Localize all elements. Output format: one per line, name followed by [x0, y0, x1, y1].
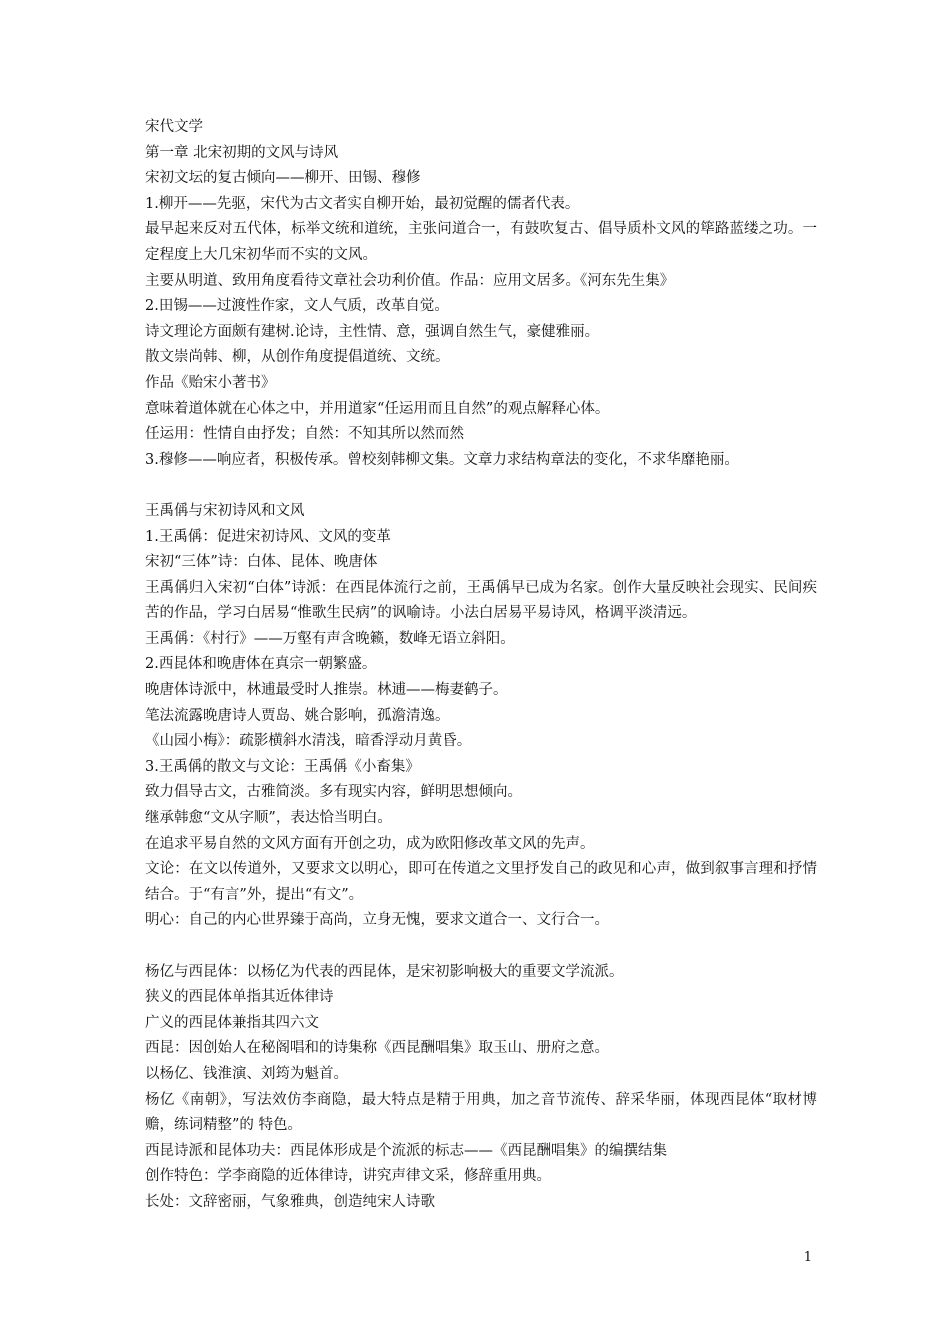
- text-line: 明心：自己的内心世界臻于高尚，立身无愧，要求文道合一、文行合一。: [145, 912, 609, 929]
- text-line: 西昆：因创始人在秘阁唱和的诗集称《西昆酬唱集》取玉山、册府之意。: [145, 1040, 609, 1057]
- text-paragraph: 最早起来反对五代体，标举文统和道统，主张问道合一，有鼓吹复古、倡导质朴文风的筚路蓝缕之功。一定程度上大几宋初华而不实的文风。: [145, 221, 817, 263]
- section-heading: 杨亿与西昆体：以杨亿为代表的西昆体，是宋初影响极大的重要文学流派。: [145, 963, 624, 980]
- section-heading: 宋初文坛的复古倾向——柳开、田锡、穆修: [145, 170, 421, 187]
- text-line: 致力倡导古文，古雅简淡。多有现实内容，鲜明思想倾向。: [145, 784, 522, 801]
- text-line: 散文崇尚韩、柳，从创作角度提倡道统、文统。: [145, 349, 450, 366]
- text-line: 西昆诗派和昆体功夫：西昆体形成是个流派的标志——《西昆酬唱集》的编撰结集: [145, 1142, 667, 1159]
- chapter-heading: 第一章 北宋初期的文风与诗风: [145, 144, 339, 161]
- text-line: 任运用：性情自由抒发；自然：不知其所以然而然: [145, 426, 464, 443]
- text-line: 长处：文辞密丽，气象雅典，创造纯宋人诗歌: [145, 1193, 435, 1210]
- text-line: 主要从明道、致用角度看待文章社会功利价值。作品：应用文居多。《河东先生集》: [145, 272, 675, 289]
- text-line: 广义的西昆体兼指其四六文: [145, 1014, 319, 1031]
- text-line: 创作特色：学李商隐的近体律诗，讲究声律文采，修辞重用典。: [145, 1168, 551, 1185]
- text-line: 作品《贻宋小著书》: [145, 374, 276, 391]
- text-paragraph: 文论：在文以传道外，又要求文以明心，即可在传道之文里抒发自己的政见和心声，做到叙事言理和抒情结合。于“有言”外，提出“有文”。: [145, 861, 817, 903]
- text-line: 3.穆修——响应者，积极传承。曾校刻韩柳文集。文章力求结构章法的变化，不求华靡艳丽。: [145, 451, 739, 468]
- text-line: 在追求平易自然的文风方面有开创之功，成为欧阳修改革文风的先声。: [145, 835, 595, 852]
- text-paragraph: 王禹偁归入宋初“白体”诗派：在西昆体流行之前，王禹偁早已成为名家。创作大量反映社会现实、民间疾苦的作品，学习白居易“惟歌生民病”的讽喻诗。小法白居易平易诗风，格调平淡清远。: [145, 579, 817, 622]
- text-line: 王禹偁：《村行》——万壑有声含晚籁，数峰无语立斜阳。: [145, 630, 515, 647]
- text-line: 笔法流露晚唐诗人贾岛、姚合影响，孤澹清逸。: [145, 707, 450, 724]
- page-number: 1: [803, 1250, 812, 1265]
- text-line: 继承韩愈“文从字顺”，表达恰当明白。: [145, 810, 392, 827]
- text-line: 1.柳开——先驱，宋代为古文者实自柳开始，最初觉醒的儒者代表。: [145, 195, 580, 212]
- text-line: 2.田锡——过渡性作家，文人气质，改革自觉。: [145, 298, 449, 315]
- document-body: [145, 115, 817, 1216]
- text-line: 意味着道体就在心体之中，并用道家“任运用而且自然”的观点解释心体。: [145, 400, 610, 417]
- document-title: 宋代文学: [145, 119, 203, 135]
- text-line: 3.王禹偁的散文与文论：王禹偁《小畜集》: [145, 758, 420, 775]
- text-line: 狭义的西昆体单指其近体律诗: [145, 989, 334, 1006]
- text-line: 《山园小梅》：疏影横斜水清浅，暗香浮动月黄昏。: [145, 733, 472, 750]
- section-heading: 王禹偁与宋初诗风和文风: [145, 502, 305, 519]
- text-paragraph: 杨亿《南朝》，写法效仿李商隐，最大特点是精于用典，加之音节流传、辞采华丽，体现西昆体“取材博赡，练词精整”的 特色。: [145, 1091, 817, 1134]
- text-line: 宋初“三体”诗：白体、昆体、晚唐体: [145, 554, 378, 571]
- text-line: 以杨亿、钱淮演、刘筠为魁首。: [145, 1065, 348, 1082]
- text-line: 2.西昆体和晚唐体在真宗一朝繁盛。: [145, 656, 377, 673]
- text-line: 1.王禹偁：促进宋初诗风、文风的变革: [145, 528, 391, 545]
- text-line: 诗文理论方面颇有建树.论诗，主性情、意，强调自然生气，豪健雅丽。: [145, 323, 600, 340]
- blank-line: [145, 473, 817, 499]
- text-line: 晚唐体诗派中，林逋最受时人推崇。林逋——梅妻鹤子。: [145, 682, 508, 699]
- blank-line: [145, 934, 817, 960]
